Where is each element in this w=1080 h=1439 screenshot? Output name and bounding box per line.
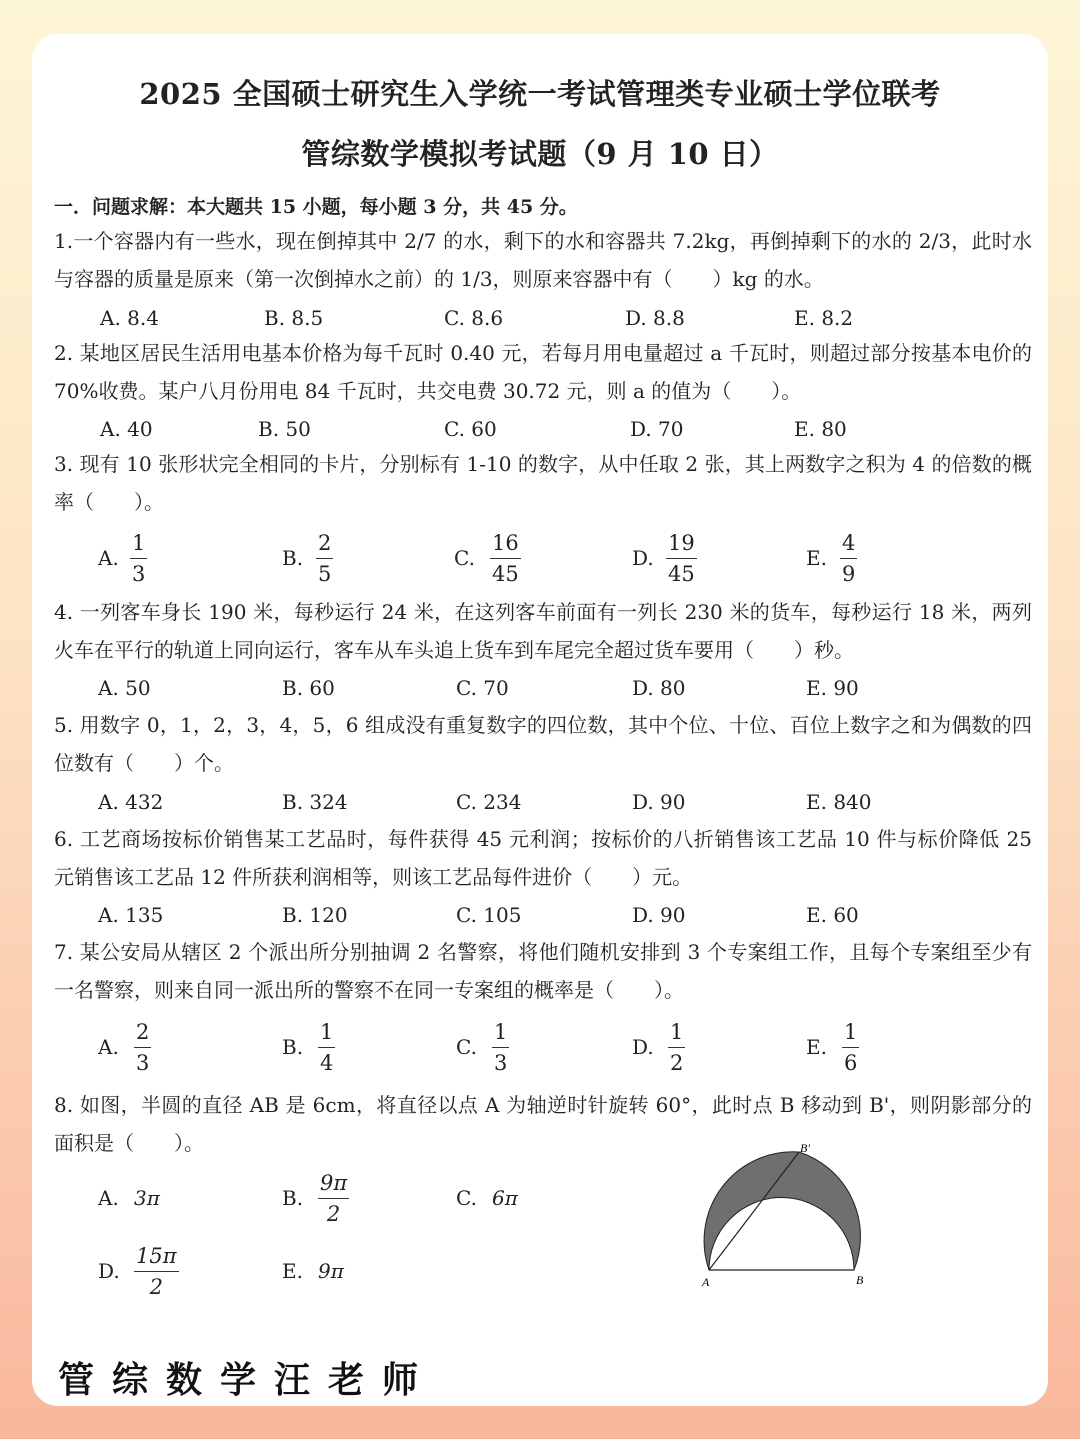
question-8: 8. 如图，半圆的直径 AB 是 6cm，将直径以点 A 为轴逆时针旋转 60°，此时点 B 移动到 B'，则阴影部分的面积是（ ）。: [54, 1093, 1032, 1155]
denominator: 2: [149, 1275, 163, 1299]
q7-option-e-label: E.: [806, 1035, 827, 1059]
q6-option-e: E. 60: [806, 903, 859, 927]
q8-option-c-label: C.: [456, 1186, 477, 1210]
q3-option-d-label: D.: [632, 546, 654, 570]
numerator: 2: [134, 1017, 151, 1048]
q7-option-b-label: B.: [282, 1035, 304, 1059]
question-7: 7. 某公安局从辖区 2 个派出所分别抽调 2 名警察，将他们随机安排到 3 个专案组工作，且每个专案组至少有一名警察，则来自同一派出所的警察不在同一专案组的概率是（ ）。: [54, 940, 1032, 1002]
q4-option-e: E. 90: [806, 676, 859, 700]
q7-option-d-label: D.: [632, 1035, 654, 1059]
numerator: 1: [318, 1017, 335, 1048]
q8-option-c-value: 6π: [492, 1186, 518, 1210]
q2-option-d: D. 70: [630, 417, 684, 441]
q4-option-a: A. 50: [98, 676, 151, 700]
question-2: 2. 某地区居民生活用电基本价格为每千瓦时 0.40 元，若每月用电量超过 a 千瓦时，则超过部分按基本电价的 70%收费。某户八月份用电 84 千瓦时，共交电费 30.72 元，则 a 的值为（ ）。: [54, 341, 1032, 403]
q8-option-e-value: 9π: [318, 1259, 344, 1283]
q4-option-b: B. 60: [282, 676, 335, 700]
q2-option-a: A. 40: [100, 417, 153, 441]
denominator: 9: [842, 562, 856, 586]
q8-option-b-label: B.: [282, 1186, 304, 1210]
q3-option-c-label: C.: [454, 546, 475, 570]
q3-option-a-fraction: [130, 528, 147, 589]
numerator: 19: [666, 528, 697, 559]
q1-option-c: C. 8.6: [444, 306, 504, 330]
q8-option-a-label: A.: [98, 1186, 119, 1210]
q7-option-c-label: C.: [456, 1035, 477, 1059]
q6-option-c: C. 105: [456, 903, 522, 927]
q5-option-b: B. 324: [282, 790, 348, 814]
numerator: 4: [840, 528, 857, 559]
q2-option-e: E. 80: [794, 417, 847, 441]
numerator: 1: [130, 528, 147, 559]
question-4: 4. 一列客车身长 190 米，每秒运行 24 米，在这列客车前面有一列长 230 米的货车，每秒运行 18 米，两列火车在平行的轨道上同向运行，客车从车头追上货车到车尾完全超过货车要用（ ）秒。: [54, 600, 1032, 662]
signature: 管综数学汪老师: [58, 1359, 437, 1401]
q5-option-a: A. 432: [98, 790, 164, 814]
q1-option-e: E. 8.2: [794, 306, 854, 330]
q3-option-e-label: E.: [806, 546, 827, 570]
question-5: 5. 用数字 0，1，2，3，4，5，6 组成没有重复数字的四位数，其中个位、十位、百位上数字之和为偶数的四位数有（ ）个。: [54, 713, 1032, 775]
q8-option-a-value: 3π: [134, 1186, 160, 1210]
exam-card: [32, 34, 1048, 1406]
denominator: 45: [668, 562, 695, 586]
denominator: 3: [494, 1051, 508, 1075]
label-b-prime: B': [800, 1142, 810, 1155]
q7-option-c-fraction: [492, 1017, 509, 1078]
denominator: 2: [670, 1051, 684, 1075]
q3-option-d-fraction: [666, 528, 697, 589]
section-heading: 一．问题求解：本大题共 15 小题，每小题 3 分，共 45 分。: [54, 196, 578, 218]
q6-option-d: D. 90: [632, 903, 686, 927]
q3-option-a-label: A.: [98, 546, 119, 570]
q3-option-c-fraction: [490, 528, 521, 589]
question-3: 3. 现有 10 张形状完全相同的卡片，分别标有 1-10 的数字，从中任取 2 张，其上两数字之积为 4 的倍数的概率（ ）。: [54, 452, 1032, 514]
q5-option-e: E. 840: [806, 790, 872, 814]
q3-option-e-fraction: [840, 528, 857, 589]
q5-option-d: D. 90: [632, 790, 686, 814]
q8-option-d-fraction: [134, 1241, 179, 1302]
q6-option-b: B. 120: [282, 903, 348, 927]
numerator: 2: [316, 528, 333, 559]
q3-option-b-label: B.: [282, 546, 304, 570]
q5-option-c: C. 234: [456, 790, 522, 814]
numerator: 9π: [318, 1168, 349, 1199]
denominator: 3: [136, 1051, 150, 1075]
numerator: 15π: [134, 1241, 179, 1272]
q8-option-d-label: D.: [98, 1259, 120, 1283]
q7-option-a-label: A.: [98, 1035, 119, 1059]
q2-option-c: C. 60: [444, 417, 497, 441]
q7-option-a-fraction: [134, 1017, 151, 1078]
label-b: B: [856, 1273, 864, 1287]
denominator: 4: [320, 1051, 334, 1075]
title-line-2: 管综数学模拟考试题（9 月 10 日）: [301, 137, 779, 171]
q8-option-b-fraction: [318, 1168, 349, 1229]
q7-option-e-fraction: [842, 1017, 859, 1078]
denominator: 3: [132, 562, 146, 586]
q1-option-b: B. 8.5: [264, 306, 324, 330]
numerator: 1: [842, 1017, 859, 1048]
numerator: 1: [492, 1017, 509, 1048]
q1-option-a: A. 8.4: [100, 306, 159, 330]
q2-option-b: B. 50: [258, 417, 311, 441]
denominator: 45: [492, 562, 519, 586]
numerator: 1: [668, 1017, 685, 1048]
q7-option-b-fraction: [318, 1017, 335, 1078]
semicircle-figure: [678, 1142, 898, 1292]
q4-option-c: C. 70: [456, 676, 509, 700]
numerator: 16: [490, 528, 521, 559]
label-a: A: [702, 1275, 710, 1289]
question-6: 6. 工艺商场按标价销售某工艺品时，每件获得 45 元利润；按标价的八折销售该工艺品 10 件与标价降低 25 元销售该工艺品 12 件所获利润相等，则该工艺品每件进价（ ）元。: [54, 827, 1032, 889]
denominator: 5: [318, 562, 332, 586]
denominator: 2: [326, 1202, 341, 1226]
q4-option-d: D. 80: [632, 676, 686, 700]
denominator: 6: [844, 1051, 858, 1075]
q6-option-a: A. 135: [98, 903, 164, 927]
question-1: 1.一个容器内有一些水，现在倒掉其中 2/7 的水，剩下的水和容器共 7.2kg，再倒掉剩下的水的 2/3，此时水与容器的质量是原来（第一次倒掉水之前）的 1/3，则原来容器中有（ ）kg 的水。: [54, 229, 1032, 291]
title-line-1: 2025 全国硕士研究生入学统一考试管理类专业硕士学位联考: [139, 77, 941, 111]
q8-option-e-label: E.: [282, 1259, 303, 1283]
q1-option-d: D. 8.8: [625, 306, 685, 330]
q7-option-d-fraction: [668, 1017, 685, 1078]
q3-option-b-fraction: [316, 528, 333, 589]
